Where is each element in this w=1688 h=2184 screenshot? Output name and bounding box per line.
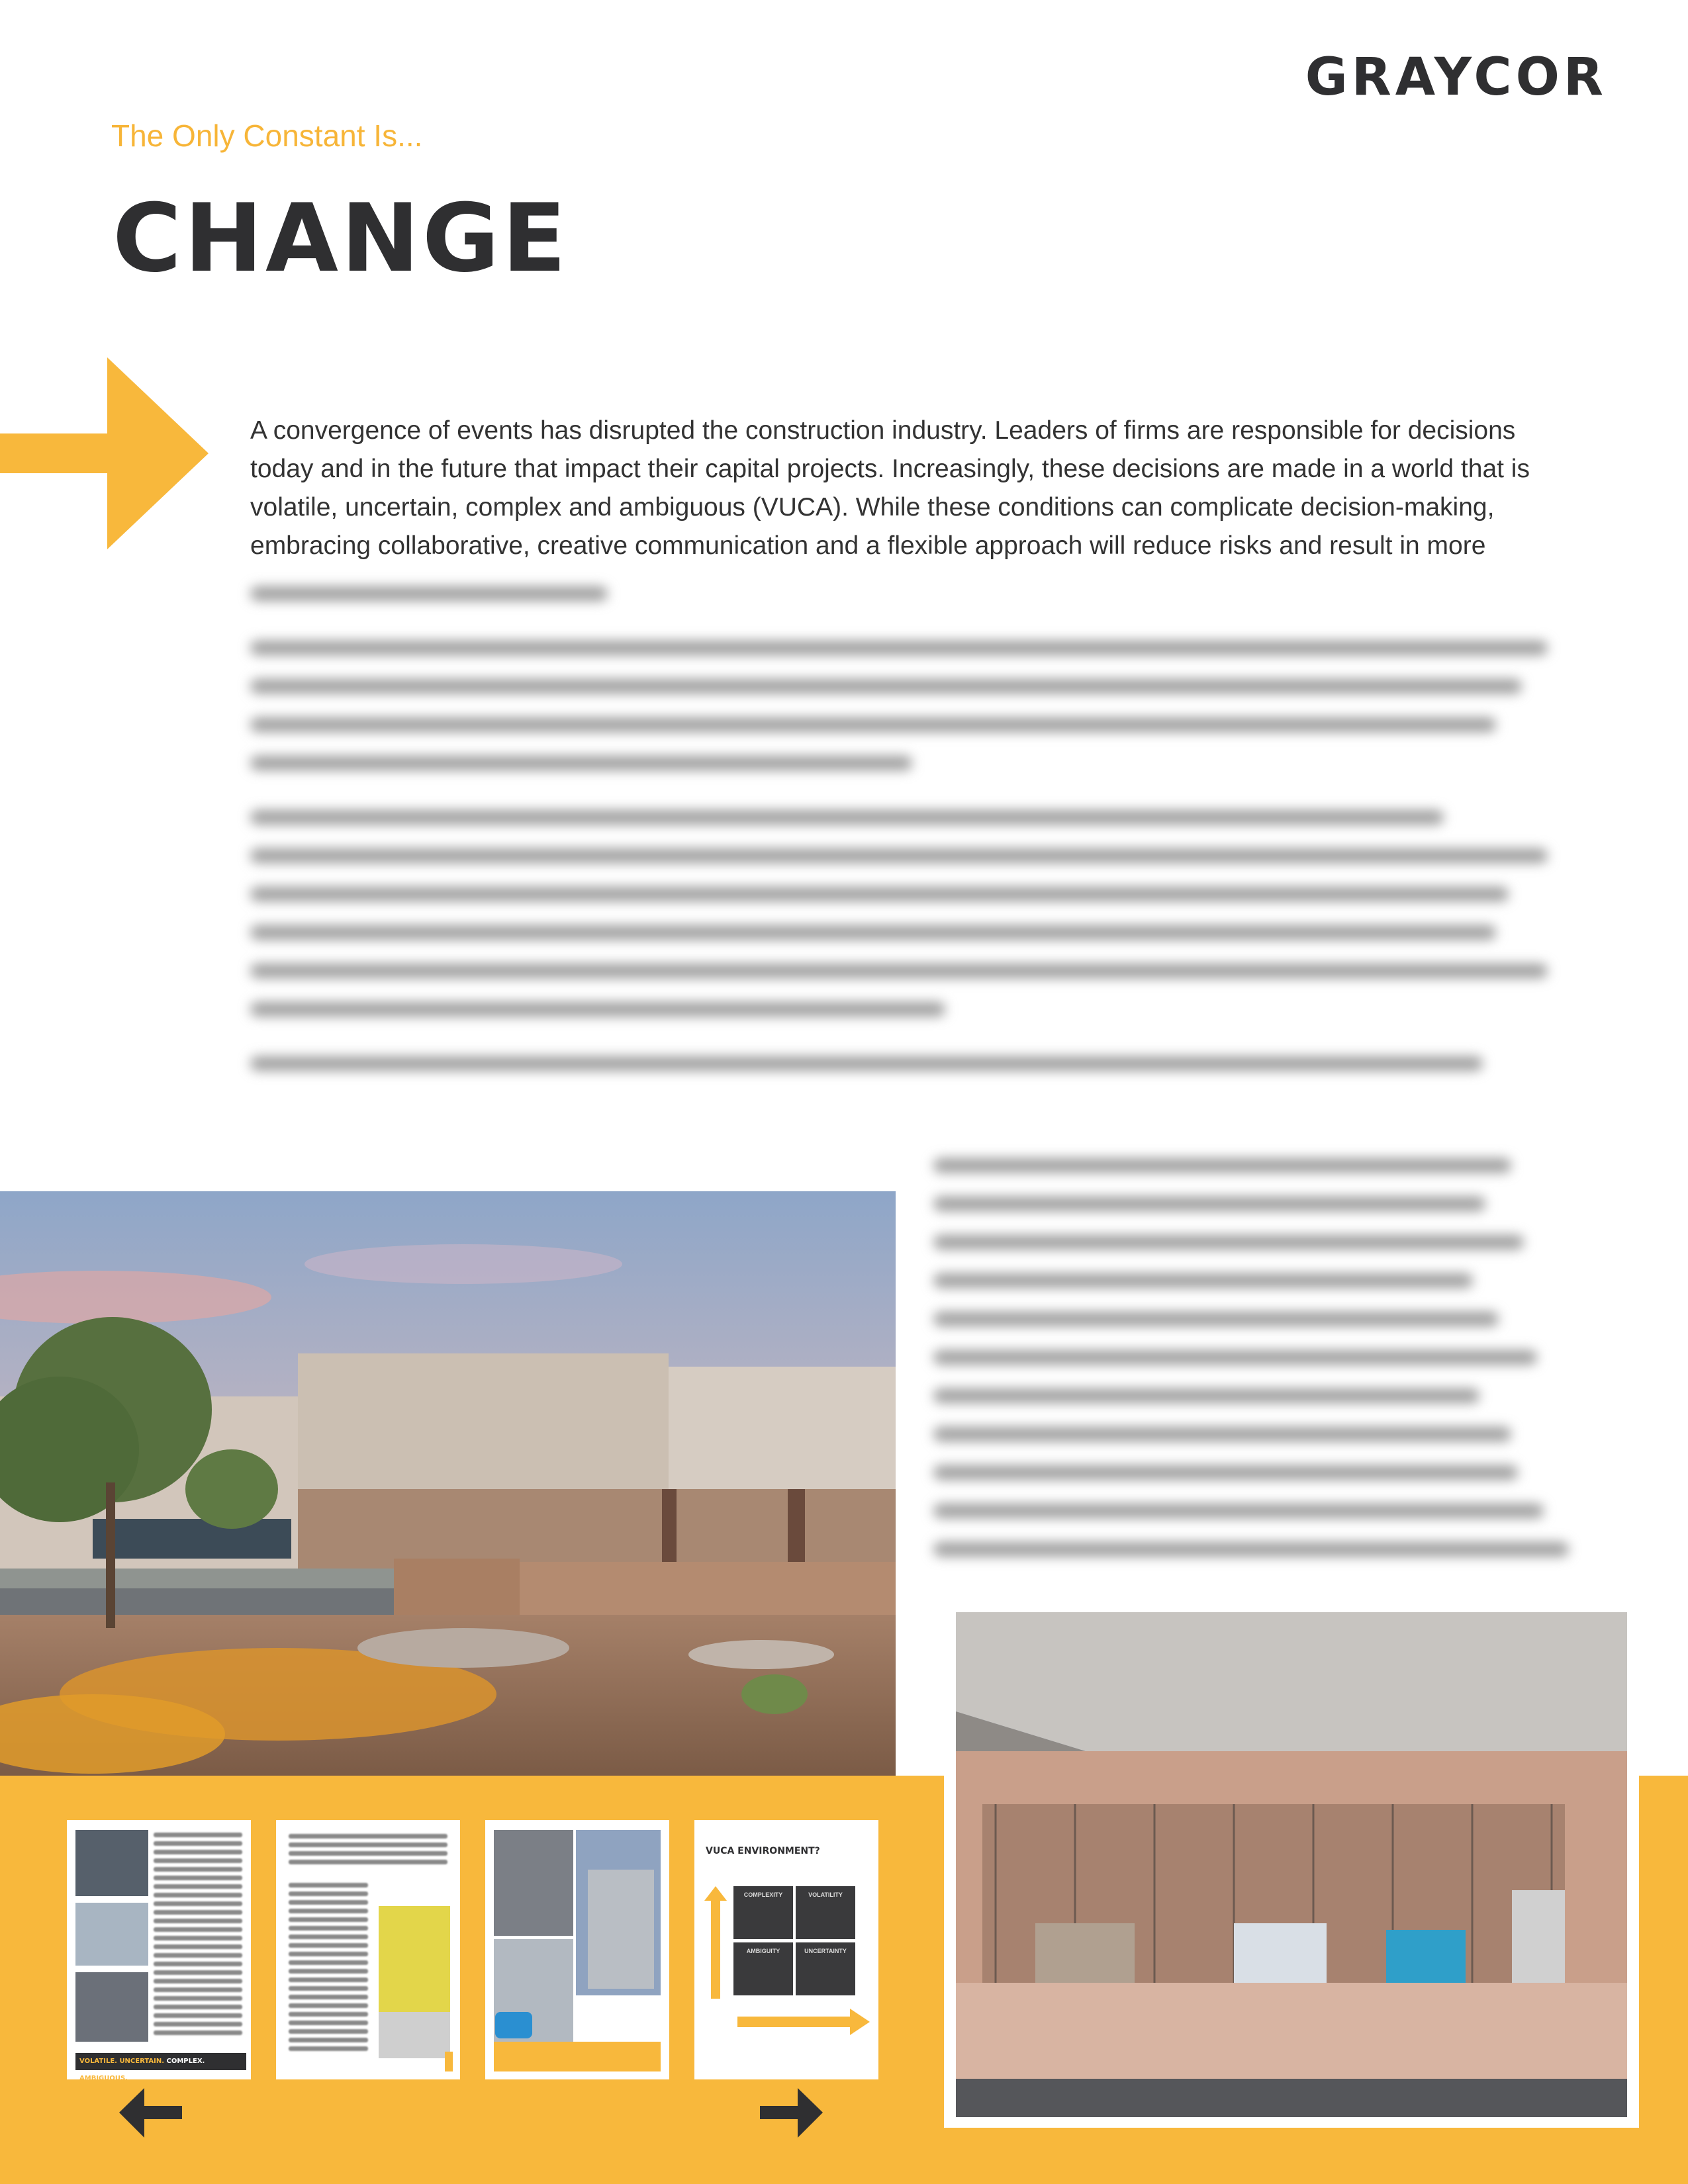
intro-paragraph: A convergence of events has disrupted the construction industry. Leaders of firms are responsible for decisions today and in the future that impact their capital projects. Increasingly, these decisions are made in a world that is volatile, uncertain, complex and ambiguous (VUCA). While these conditions can complicate decision-making, embracing collaborative, creative communication and a flexible approach will reduce risks and result in more (250, 416, 1530, 560)
blurred-body-text-column (933, 1158, 1575, 1580)
thumb-right-arrow-icon (737, 2009, 870, 2035)
thumb-word-ambiguous: AMBIGUOUS. (79, 2075, 128, 2082)
page-title: CHANGE (113, 184, 569, 293)
quadrant-complexity: COMPLEXITY (733, 1886, 793, 1939)
warehouse-exterior-photo (0, 1191, 896, 1780)
up-arrow-icon (704, 1886, 727, 1999)
thumb-word-complex: COMPLEX. (166, 2058, 205, 2065)
quadrant-volatility: VOLATILITY (796, 1886, 855, 1939)
blurred-body-text (250, 586, 1548, 1095)
arrow-right-icon (0, 357, 212, 549)
thumb-title: VUCA ENVIRONMENT? (706, 1846, 820, 1856)
thumb-word-uncertain: UNCERTAIN. (119, 2058, 165, 2065)
thumbnail-page-3[interactable] (489, 1823, 666, 2076)
right-arrow-icon[interactable] (760, 2088, 823, 2138)
quadrant-uncertainty: UNCERTAINTY (796, 1942, 855, 1995)
thumbnail-page-4[interactable] (698, 1823, 875, 2076)
left-arrow-icon[interactable] (119, 2088, 182, 2138)
warehouse-canopy-photo (944, 1602, 1639, 2128)
kicker-text: The Only Constant Is... (111, 118, 423, 153)
thumb-word-volatile: VOLATILE. (79, 2058, 117, 2065)
graycor-logo: GRAYCOR (1305, 48, 1607, 107)
thumbnail-page-1[interactable] (70, 1823, 248, 2082)
thumbnail-page-2[interactable] (279, 1823, 457, 2076)
quadrant-ambiguity: AMBIGUITY (733, 1942, 793, 1995)
